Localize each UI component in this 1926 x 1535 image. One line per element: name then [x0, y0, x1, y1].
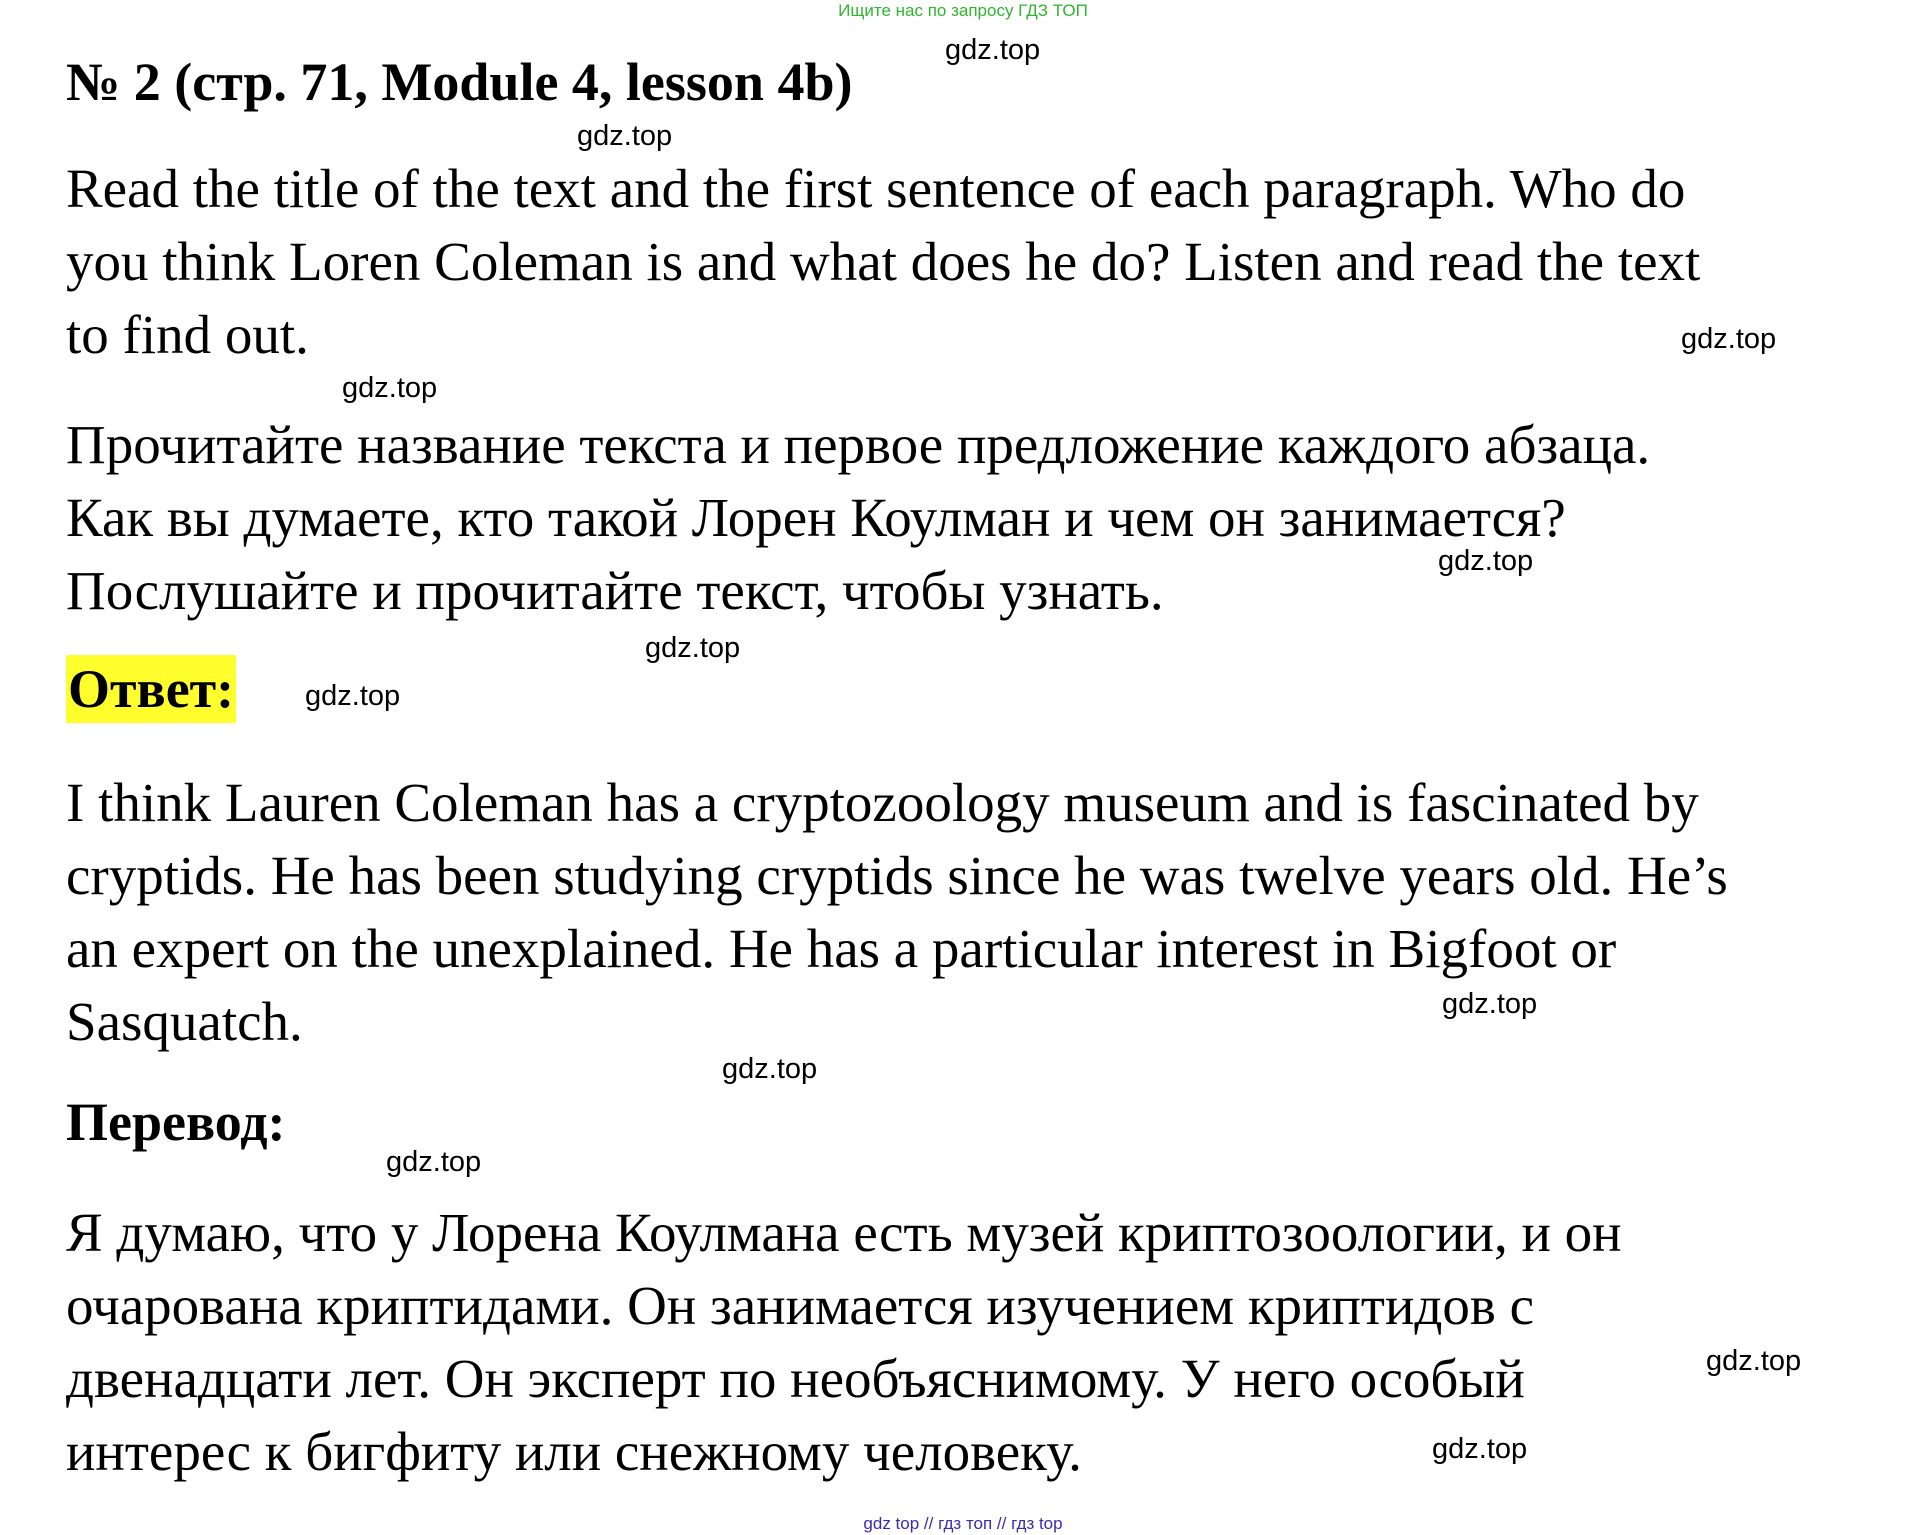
task-english-line: Read the title of the text and the first sentence of each paragraph. Who do	[66, 158, 1686, 219]
watermark: gdz.top	[722, 1053, 818, 1085]
watermark: gdz.top	[1706, 1345, 1802, 1377]
task-english-line: to find out.	[66, 304, 309, 365]
footer-watermark: gdz top // гдз топ // гдз top	[863, 1514, 1063, 1533]
watermark: gdz.top	[1681, 323, 1777, 355]
translation-text	[66, 1196, 1622, 1488]
task-russian	[66, 408, 1650, 627]
translation-line: Я думаю, что у Лорена Коулмана есть музей криптозоологии, и он	[66, 1202, 1622, 1263]
answer-line: an expert on the unexplained. He has a particular interest in Bigfoot or	[66, 918, 1617, 979]
answer-label: Ответ:	[66, 655, 236, 723]
answer-line: Sasquatch.	[66, 991, 303, 1052]
watermark: gdz.top	[305, 680, 401, 712]
task-english-line: you think Loren Coleman is and what does he do? Listen and read the text	[66, 231, 1701, 292]
answer-line: I think Lauren Coleman has a cryptozoology museum and is fascinated by	[66, 772, 1699, 833]
page-title: № 2 (стр. 71, Module 4, lesson 4b)	[66, 52, 853, 112]
answer-line: cryptids. He has been studying cryptids since he was twelve years old. He’s	[66, 845, 1728, 906]
task-russian-line: Послушайте и прочитайте текст, чтобы узнать.	[66, 560, 1164, 621]
top-banner: Ищите нас по запросу ГДЗ ТОП	[838, 1, 1088, 20]
watermark: gdz.top	[1432, 1433, 1528, 1465]
translation-line: двенадцати лет. Он эксперт по необъяснимому. У него особый	[66, 1348, 1525, 1409]
watermark: gdz.top	[945, 34, 1041, 66]
watermark: gdz.top	[645, 632, 741, 664]
watermark: gdz.top	[386, 1146, 482, 1178]
watermark: gdz.top	[1442, 988, 1538, 1020]
watermark: gdz.top	[577, 120, 673, 152]
task-russian-line: Как вы думаете, кто такой Лорен Коулман и чем он занимается?	[66, 487, 1566, 548]
task-english	[66, 152, 1700, 371]
translation-label: Перевод:	[66, 1092, 286, 1152]
translation-line: очарована криптидами. Он занимается изучением криптидов с	[66, 1275, 1535, 1336]
watermark: gdz.top	[1438, 545, 1534, 577]
task-russian-line: Прочитайте название текста и первое предложение каждого абзаца.	[66, 414, 1651, 475]
watermark: gdz.top	[342, 372, 438, 404]
translation-line: интерес к бигфиту или снежному человеку.	[66, 1421, 1082, 1482]
